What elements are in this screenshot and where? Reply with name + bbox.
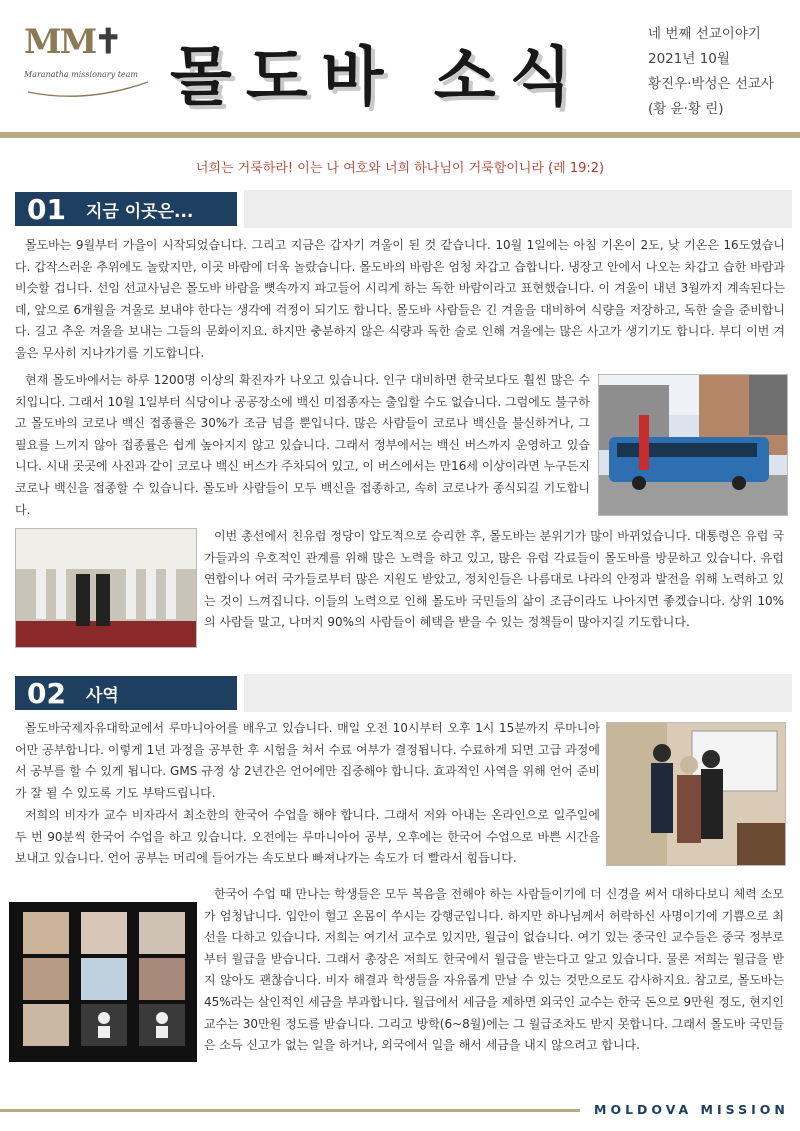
section-number: 01	[27, 192, 66, 226]
section-bar	[244, 674, 792, 712]
classroom-photo	[606, 722, 786, 866]
issue-info	[648, 22, 774, 122]
section2-paragraph-2: 저희의 비자가 교수 비자라서 최소한의 한국어 수업을 해야 합니다. 그래서 저와 아내는 온라인으로 일주일에 두 번 90분씩 한국어 수업을 하고 있습니다. 오전에는 루마니아어 공부, 오후에는 한국어 수업으로 바쁜 시간을 보내고 있습니다. 언어 공부는 머리에 들어가는 속도보다 빠져나가는 속도가 더 빨라서 힘듭니다.	[15, 808, 600, 866]
video-call-grid	[9, 902, 197, 1062]
ceremony-photo	[15, 528, 197, 648]
section-number: 02	[27, 676, 66, 710]
issue-date: 2021년 10월	[648, 51, 730, 67]
section2-paragraph-3: 한국어 수업 때 만나는 학생들은 모두 복음을 전해야 하는 사람들이기에 더 신경을 써서 대하다보니 체력 소모가 엄청납니다. 입안이 헐고 온몸이 쑤시는 강행군입니다. 하지만 하나님께서 허락하신 사명이기에 기쁨으로 최선을 다하고 있습니다. 저희는 여기서 교수로 있지만, 월급이 없습니다. 여기 있는 중국인 교수들은 중국 정부로부터 월급을 받습니다. 그래서 총장은 저희도 한국에서 월급을 받는다고 알고 있습니다. 물론 저희는 월급을 받지 않아도 괜찮습니다. 비자 해결과 학생들을 자유롭게 만날 수 있는 것만으로도 감사하지요. 참고로, 몰도바는 45%라는 살인적인 세금을 부과합니다. 월급에서 세금을 제하면 외국인 교수는 한국 돈으로 9만원 정도, 현지인 교수는 30만원 정도를 받습니다. 그리고 방학(6~8월)에는 그 월급조차도 받지 못합니다. 그래서 몰도바 국민들은 소득 신고가 없는 일을 하거나, 외국에서 일을 해서 세금을 내지 않으려고 합니다.	[204, 887, 784, 1053]
children: (황 윤·황 린)	[648, 101, 724, 117]
issue-label: 네 번째 선교이야기	[648, 26, 761, 42]
section-header-02	[15, 676, 237, 710]
logo-mark: MM	[24, 22, 96, 62]
bible-verse: 너희는 거룩하라! 이는 나 여호와 너희 하나님이 거룩함이니라 (레 19:2)	[195, 161, 605, 176]
section1-paragraph-1: 몰도바는 9월부터 가을이 시작되었습니다. 그리고 지금은 갑자기 겨울이 된 것 같습니다. 10월 1일에는 아침 기온이 2도, 낮 기온은 16도였습니다. 갑작스러운 추위에도 놀랐지만, 이곳 바람에 더욱 놀랐습니다. 몰도바의 바람은 엄청 차갑고 습합니다. 냉장고 안에서 나오는 차갑고 습한 바람과 비슷할 겁니다. 선임 선교사님은 몰도바 바람을 뼛속까지 파고들어 시리게 하는 독한 바람이라고 표현했습니다. 이 겨울이 내년 3월까지 계속된다는데, 앞으로 6개월을 겨울로 보내야 한다는 생각에 걱정이 되기도 합니다. 몰도바 사람들은 긴 겨울을 대비하여 식량을 저장하고, 독한 술을 준비합니다. 길고 추운 겨울을 보내는 그들의 문화이지요. 하지만 충분하지 않은 식량과 독한 술로 인해 겨울에는 많은 사고가 생기기도 합니다. 부디 이번 겨울은 무사히 지나가기를 기도합니다.	[15, 238, 785, 360]
missionaries: 황진우·박성은 선교사	[648, 76, 774, 92]
vaccine-bus-photo	[598, 374, 788, 516]
logo	[24, 22, 154, 94]
section-bar	[244, 190, 792, 228]
section1-paragraph-3: 이번 총선에서 친유럽 정당이 압도적으로 승리한 후, 몰도바는 분위기가 많이 바뀌었습니다. 대통령은 유럽 국가들과의 우호적인 관계를 위해 많은 노력을 하고 있고, 많은 유럽 각료들이 몰도바를 방문하고 있습니다. 유럽 연합이나 여러 국가들로부터 많은 지원도 받았고, 정치인들은 나름대로 나라의 안정과 발전을 위해 노력하고 있는 것이 느껴집니다. 이들의 노력으로 인해 몰도바 국민들의 삶이 조금이라도 나아지면 좋겠습니다. 상위 10%의 사람들 말고, 나머지 90%의 사람들이 혜택을 받을 수 있는 정책들이 많아지길 기도합니다.	[204, 529, 784, 630]
section-title: 지금 이곳은...	[85, 201, 194, 222]
swoosh-icon	[26, 78, 151, 100]
section-header-01	[15, 192, 237, 226]
footer-label: MOLDOVA MISSION	[594, 1102, 789, 1117]
section1-paragraph-2: 현재 몰도바에서는 하루 1200명 이상의 확진자가 나오고 있습니다. 인구 대비하면 한국보다도 훨씬 많은 수치입니다. 그래서 10월 1일부터 식당이나 공공장소에 백신 미접종자는 출입할 수도 없습니다. 그럼에도 불구하고 몰도바의 코로나 백신 접종률은 30%가 조금 넘을 뿐입니다. 많은 사람들이 코로나 백신을 불신하거나, 그 필요를 느끼지 않아 접종률은 쉽게 높아지지 않고 있습니다. 그래서 정부에서는 백신 버스까지 운영하고 있습니다. 시내 곳곳에 사진과 같이 코로나 백신 버스가 주차되어 있고, 이 버스에서는 만16세 이상이라면 누구든지 코로나 백신을 접종할 수 있습니다. 몰도바 사람들이 모두 백신을 접종하고, 속히 코로나가 종식되길 기도합니다.	[15, 373, 590, 517]
page-title: 몰도바 소식	[170, 41, 586, 115]
header-divider	[0, 132, 800, 138]
cross-icon: ✝	[94, 22, 123, 62]
section-title: 사역	[85, 685, 119, 706]
online-class-photo	[9, 902, 197, 1062]
logo-subtitle: Maranatha missionary team	[24, 70, 138, 79]
footer-divider	[0, 1109, 580, 1112]
section2-paragraph-1: 몰도바국제자유대학교에서 루마니아어를 배우고 있습니다. 매일 오전 10시부터 오후 1시 15분까지 루마니아어만 공부합니다. 이렇게 1년 과정을 공부한 후 시험을 쳐서 수료 여부가 결정됩니다. 수료하게 되면 고급 과정에서 공부를 할 수 있게 됩니다. GMS 규정 상 2년간은 언어에만 집중해야 합니다. 효과적인 사역을 위해 언어 준비가 잘 될 수 있도록 기도 부탁드립니다.	[15, 721, 600, 800]
